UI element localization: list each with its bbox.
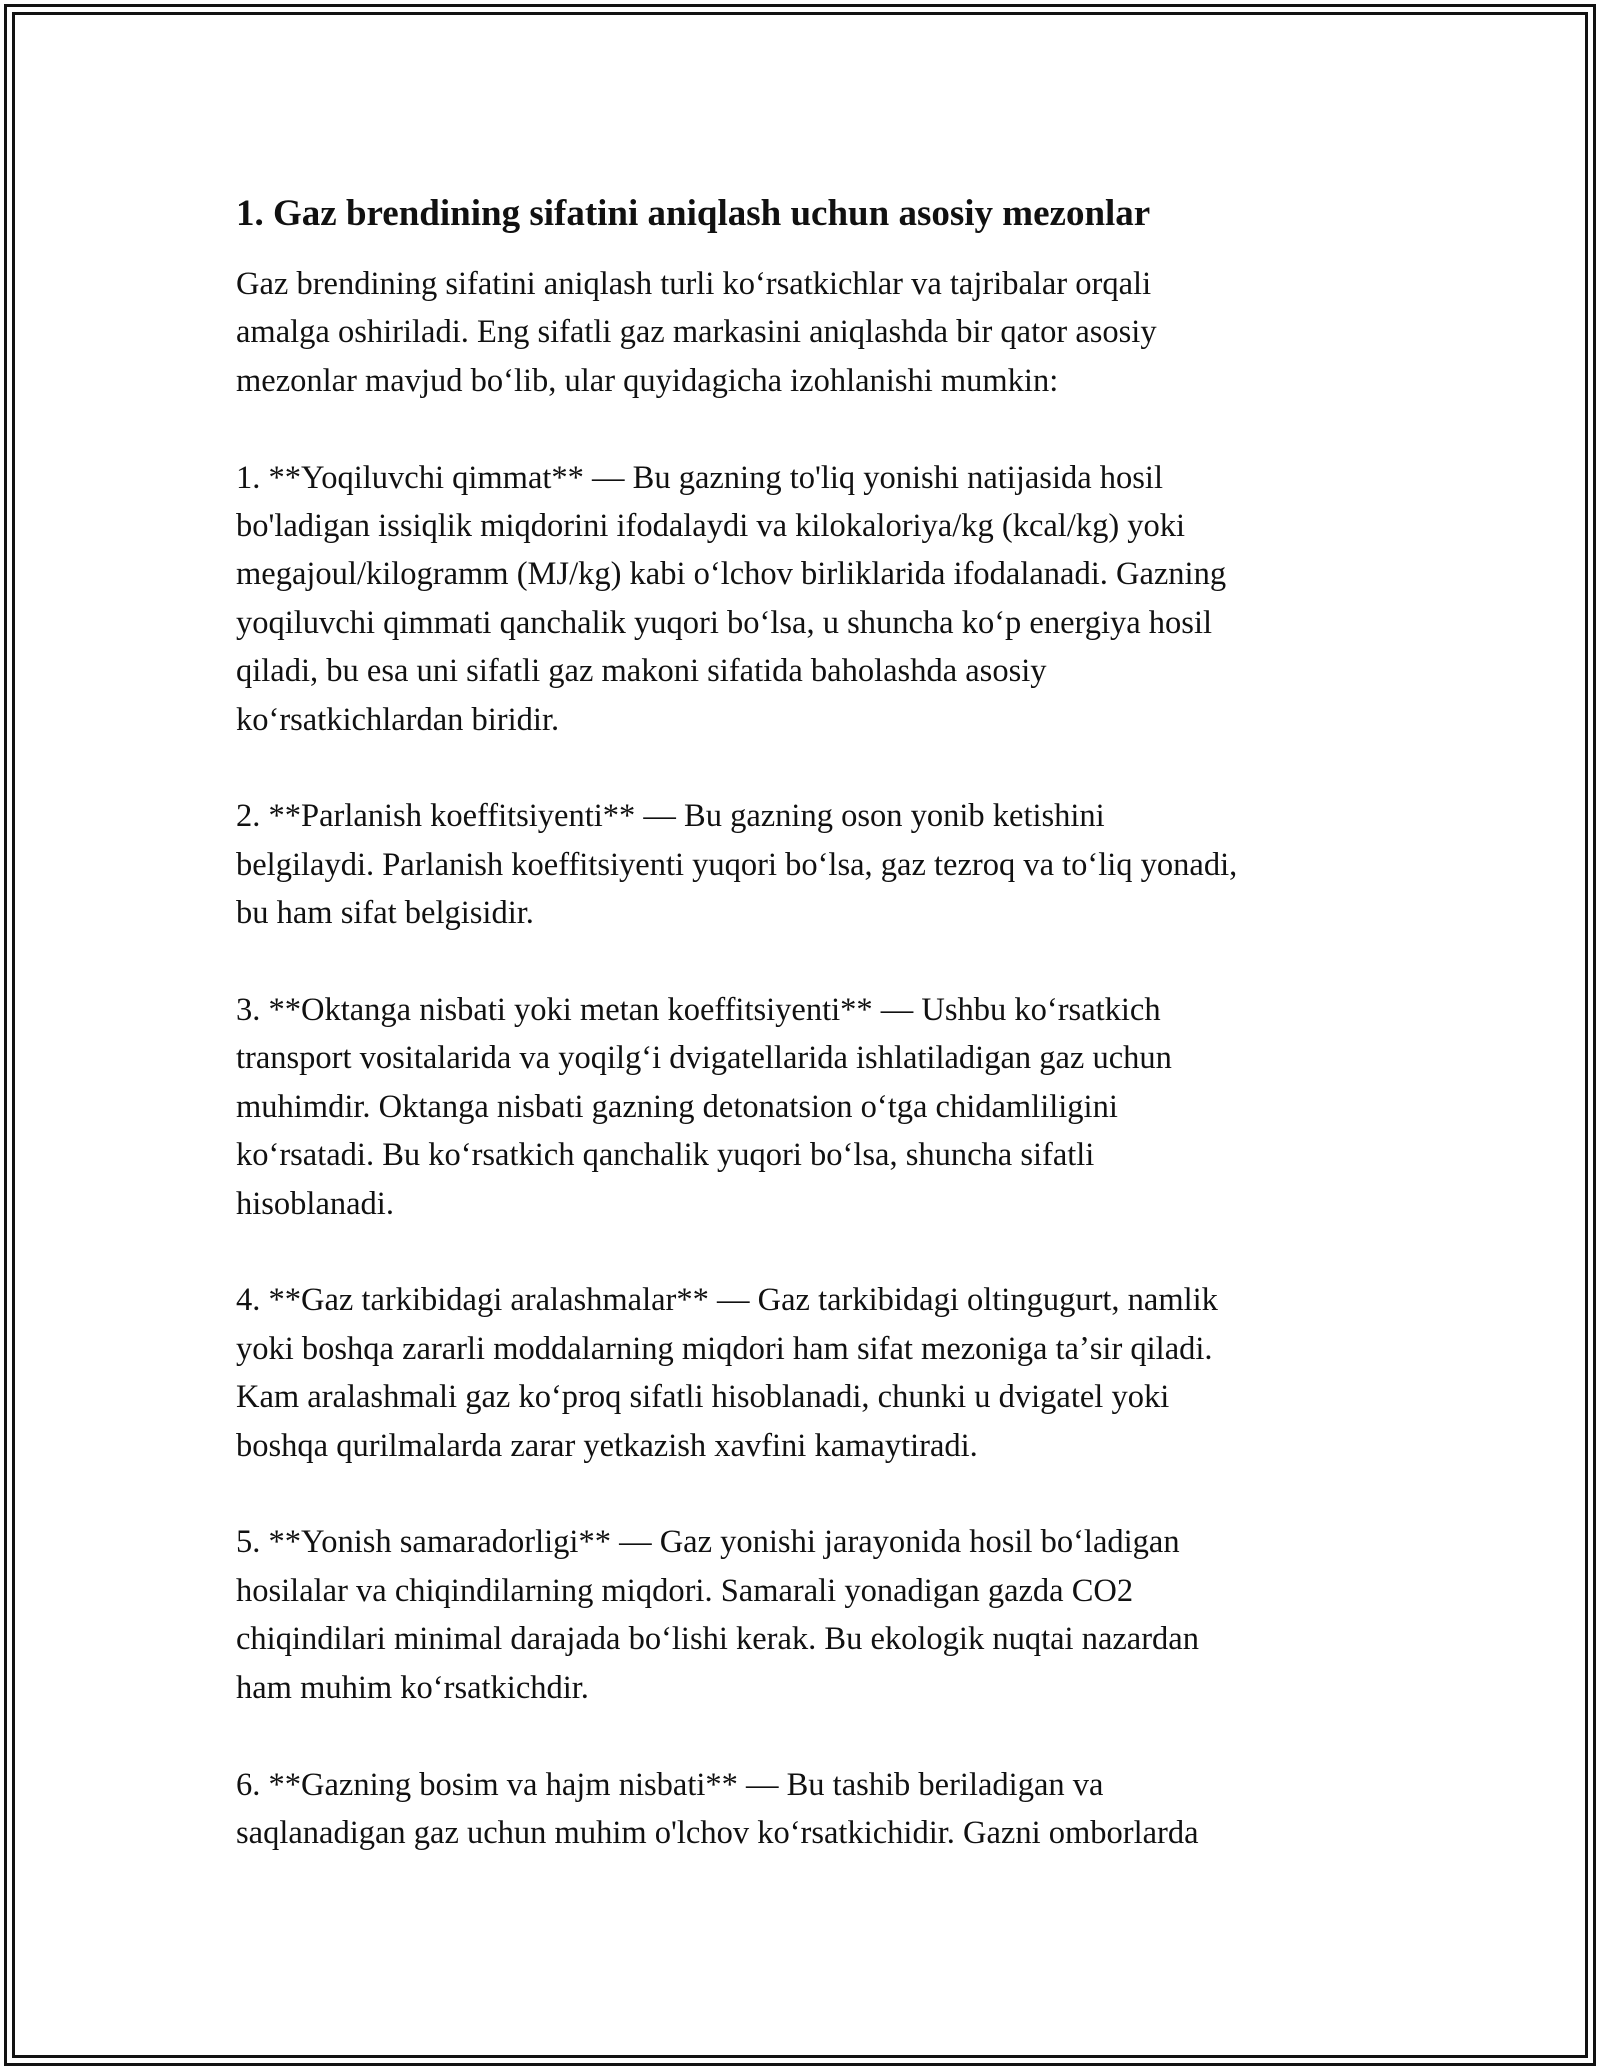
- text-line: yoki boshqa zararli moddalarning miqdori ham sifat mezoniga taʼsir qiladi.: [236, 1330, 1213, 1367]
- section-heading: 1. Gaz brendining sifatini aniqlash uchun asosiy mezonlar: [236, 193, 1151, 234]
- text-line: bu ham sifat belgisidir.: [236, 895, 534, 932]
- paragraph: [236, 1761, 1386, 1858]
- document-body: [236, 190, 1386, 1906]
- text-line: 2. **Parlanish koeffitsiyenti** — Bu gazning oson yonib ketishini: [236, 798, 1105, 835]
- text-line: 6. **Gazning bosim va hajm nisbati** — Bu tashib beriladigan va: [236, 1766, 1104, 1803]
- paragraph: [236, 260, 1386, 405]
- paragraph: [236, 986, 1386, 1228]
- text-line: bo'ladigan issiqlik miqdorini ifodalaydi va kilokaloriya/kg (kcal/kg) yoki: [236, 508, 1186, 545]
- text-line: ham muhim koʻrsatkichdir.: [236, 1669, 589, 1706]
- text-line: qiladi, bu esa uni sifatli gaz makoni sifatida baholashda asosiy: [236, 653, 1047, 690]
- text-line: 5. **Yonish samaradorligi** — Gaz yonishi jarayonida hosil boʻladigan: [236, 1524, 1180, 1561]
- text-line: muhimdir. Oktanga nisbati gazning detonatsion oʻtga chidamliligini: [236, 1088, 1118, 1125]
- paragraph: [236, 1276, 1386, 1470]
- paragraph-list: [236, 260, 1386, 1857]
- text-line: amalga oshiriladi. Eng sifatli gaz markasini aniqlashda bir qator asosiy: [236, 314, 1157, 351]
- text-line: mezonlar mavjud boʻlib, ular quyidagicha izohlanishi mumkin:: [236, 362, 1059, 399]
- text-line: 4. **Gaz tarkibidagi aralashmalar** — Gaz tarkibidagi oltingugurt, namlik: [236, 1282, 1218, 1319]
- paragraph: [236, 454, 1386, 744]
- text-line: hisoblanadi.: [236, 1185, 394, 1222]
- text-line: koʻrsatkichlardan biridir.: [236, 701, 560, 738]
- paragraph: [236, 1518, 1386, 1712]
- text-line: Gaz brendining sifatini aniqlash turli koʻrsatkichlar va tajribalar orqali: [236, 266, 1152, 302]
- text-line: 1. **Yoqiluvchi qimmat** — Bu gazning to'liq yonishi natijasida hosil: [236, 459, 1163, 496]
- paragraph: [236, 792, 1386, 937]
- text-line: yoqiluvchi qimmati qanchalik yuqori boʻlsa, u shuncha koʻp energiya hosil: [236, 604, 1213, 641]
- text-line: 3. **Oktanga nisbati yoki metan koeffitsiyenti** — Ushbu koʻrsatkich: [236, 992, 1161, 1029]
- text-line: chiqindilari minimal darajada boʻlishi kerak. Bu ekologik nuqtai nazardan: [236, 1621, 1199, 1658]
- text-line: saqlanadigan gaz uchun muhim o'lchov koʻrsatkichidir. Gazni omborlarda: [236, 1814, 1199, 1851]
- text-line: hosilalar va chiqindilarning miqdori. Samarali yonadigan gazda CO2: [236, 1572, 1134, 1609]
- text-line: Kam aralashmali gaz koʻproq sifatli hisoblanadi, chunki u dvigatel yoki: [236, 1379, 1170, 1416]
- text-line: boshqa qurilmalarda zarar yetkazish xavfini kamaytiradi.: [236, 1427, 978, 1464]
- text-line: transport vositalarida va yoqilgʻi dvigatellarida ishlatiladigan gaz uchun: [236, 1040, 1172, 1077]
- text-line: koʻrsatadi. Bu koʻrsatkich qanchalik yuqori boʻlsa, shuncha sifatli: [236, 1137, 1095, 1174]
- text-line: megajoul/kilogramm (MJ/kg) kabi oʻlchov birliklarida ifodalanadi. Gazning: [236, 556, 1227, 593]
- text-line: belgilaydi. Parlanish koeffitsiyenti yuqori boʻlsa, gaz tezroq va toʻliq yonadi,: [236, 846, 1238, 883]
